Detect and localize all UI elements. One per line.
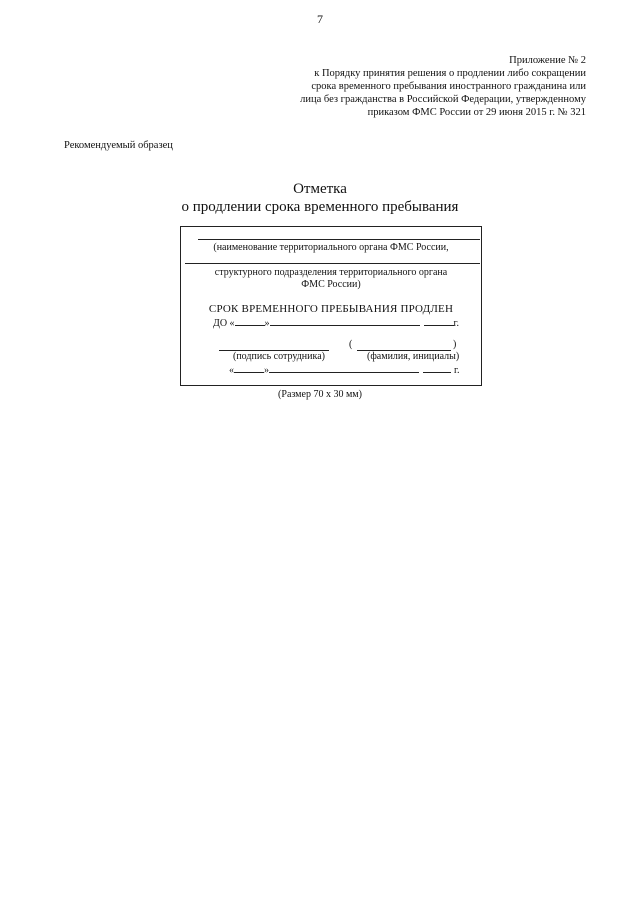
year-blank	[424, 316, 454, 326]
day-blank	[235, 316, 265, 326]
appendix-line: приказом ФМС России от 29 июня 2015 г. № 321	[367, 107, 586, 118]
page-number: 7	[317, 12, 323, 26]
subdivision-hint-1: структурного подразделения территориального органа	[214, 267, 448, 278]
month-blank	[270, 316, 420, 326]
size-caption: (Размер 70 х 30 мм)	[278, 389, 362, 400]
stamp-frame	[180, 226, 482, 386]
appendix-line: лица без гражданства в Российской Федерации, утвержденному	[300, 94, 586, 105]
extended-text: СРОК ВРЕМЕННОГО ПРЕБЫВАНИЯ ПРОДЛЕН	[208, 303, 454, 315]
issue-month-blank	[269, 363, 419, 373]
appendix-line: срока временного пребывания иностранного гражданина или	[311, 81, 586, 92]
until-date-row	[213, 316, 459, 329]
issue-day-blank	[234, 363, 264, 373]
paren-close: )	[453, 339, 457, 350]
subdivision-hint-2: ФМС России)	[301, 279, 361, 290]
signature-hint: (подпись сотрудника)	[233, 351, 325, 362]
issue-year-blank	[423, 363, 451, 373]
document-subtitle: о продлении срока временного пребывания	[181, 199, 459, 215]
appendix-header	[256, 54, 586, 119]
document-title: Отметка	[293, 181, 347, 197]
paren-open: (	[349, 339, 353, 350]
year-suffix: г.	[453, 318, 460, 329]
date-year-suffix: г.	[454, 365, 460, 376]
appendix-line: Приложение № 2	[509, 55, 586, 66]
appendix-line: к Порядку принятия решения о продлении либо сокращении	[314, 68, 586, 79]
date-open: «	[229, 365, 234, 376]
subdivision-line	[185, 263, 480, 264]
org-name-line	[198, 239, 480, 240]
until-mid: »	[264, 318, 270, 329]
org-name-hint: (наименование территориального органа ФМС России,	[213, 242, 449, 253]
issue-date-row	[229, 363, 459, 376]
until-prefix: ДО «	[213, 318, 235, 329]
name-hint: (фамилия, инициалы)	[367, 351, 460, 362]
sample-label: Рекомендуемый образец	[64, 140, 173, 151]
date-mid: »	[264, 365, 269, 376]
